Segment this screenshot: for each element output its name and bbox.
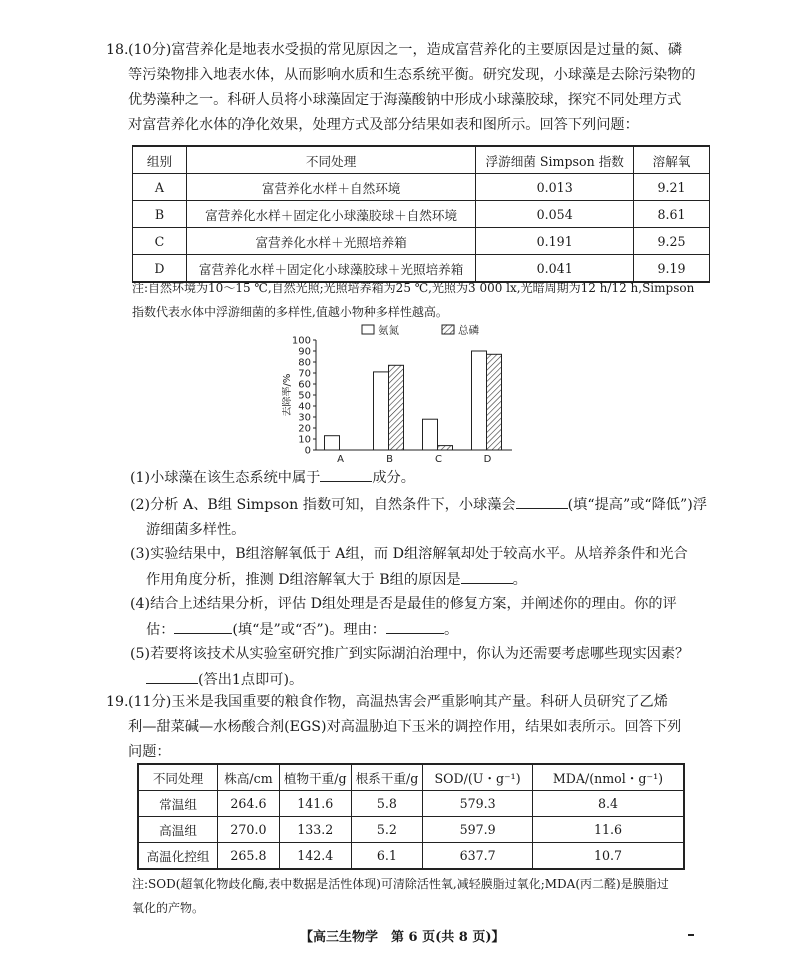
q18-sub5	[130, 642, 710, 693]
table-cell: 0.041	[476, 255, 634, 283]
q19-line-3: 问题：	[128, 744, 171, 760]
table-cell: 597.9	[423, 817, 533, 843]
table-cell: A	[133, 174, 187, 201]
bar-氨氮-B	[374, 372, 389, 450]
table-header-cell: 根系干重/g	[351, 764, 423, 791]
chart-bars	[325, 351, 502, 450]
y-tick-label: 100	[291, 335, 311, 347]
answer-blank[interactable]	[320, 465, 372, 482]
table-row	[138, 791, 684, 817]
table-cell: 5.2	[351, 817, 423, 843]
q18-table	[132, 145, 710, 283]
table-cell: 8.61	[634, 201, 710, 228]
q-text: (3)实验结果中，B组溶解氧低于 A组，而 D组溶解氧却处于较高水平。从培养条件和光合	[130, 546, 688, 562]
table-cell: 579.3	[423, 791, 533, 817]
q-text: (2)分析 A、B组 Simpson 指数可知，自然条件下，小球藻会	[130, 497, 516, 513]
q-text: 作用角度分析，推测 D组溶解氧大于 B组的原因是	[146, 572, 461, 588]
table-cell: D	[133, 255, 187, 283]
table-header-row	[138, 764, 684, 791]
bar-氨氮-D	[472, 351, 487, 450]
q19-stem	[106, 690, 706, 765]
table-cell: 高温组	[138, 817, 218, 843]
bar-总磷-D	[487, 354, 502, 450]
table-cell: 637.7	[423, 843, 533, 870]
q-text: 成分。	[372, 470, 415, 486]
q19-line-2: 利—甜菜碱—水杨酸合剂(EGS)对高温胁迫下玉米的调控作用，结果如表所示。回答下列	[128, 719, 682, 735]
bar-总磷-B	[389, 365, 404, 450]
q18-sub1	[130, 465, 710, 491]
table-cell: 141.6	[279, 791, 351, 817]
table-cell: 0.013	[476, 174, 634, 201]
table-header-cell: 不同处理	[138, 764, 218, 791]
legend-label: 总磷	[458, 324, 479, 337]
table-header-cell: 溶解氧	[634, 146, 710, 174]
legend-swatch	[362, 325, 374, 334]
table-header-cell: 不同处理	[186, 146, 475, 174]
q18-number: 18.	[106, 42, 129, 58]
y-tick-label: 90	[298, 346, 311, 358]
y-tick-label: 60	[298, 379, 311, 391]
q19-note	[132, 872, 712, 920]
table-cell: 8.4	[532, 791, 684, 817]
y-tick-label: 50	[298, 390, 311, 402]
table-cell: 9.21	[634, 174, 710, 201]
legend-swatch	[442, 325, 454, 334]
table-cell: 0.191	[476, 228, 634, 255]
table-cell: 富营养化水样＋光照培养箱	[186, 228, 475, 255]
q18-sub4	[130, 592, 710, 643]
scan-mark	[688, 934, 694, 936]
q18-line-2: 等污染物排入地表水体，从而影响水质和生态系统平衡。研究发现，小球藻是去除污染物的	[128, 67, 696, 83]
note-line: 指数代表水体中浮游细菌的多样性,值越小物种多样性越高。	[132, 305, 448, 319]
table-header-cell: 浮游细菌 Simpson 指数	[476, 146, 634, 174]
q-text: 。	[512, 572, 527, 588]
table-row	[133, 201, 710, 228]
q18-sub2	[130, 492, 710, 543]
bar-氨氮-A	[325, 436, 340, 450]
q-text: 。	[443, 622, 459, 638]
q-text: (答出1点即可)。	[198, 672, 304, 688]
table-cell: C	[133, 228, 187, 255]
q19-table	[137, 763, 685, 870]
table-header-cell: 植物干重/g	[279, 764, 351, 791]
table-cell: 9.25	[634, 228, 710, 255]
table-cell: 142.4	[279, 843, 351, 870]
table-cell: 9.19	[634, 255, 710, 283]
q-text: (填“是”或“否”)。理由：	[232, 622, 386, 638]
removal-rate-chart	[282, 320, 532, 464]
answer-blank[interactable]	[174, 617, 232, 634]
table-header-row	[133, 146, 710, 174]
y-tick-label: 40	[298, 401, 311, 413]
x-tick-label: A	[337, 454, 344, 464]
table-cell: 6.1	[351, 843, 423, 870]
table-header-cell: 株高/cm	[218, 764, 280, 791]
table-cell: 265.8	[218, 843, 280, 870]
y-tick-label: 10	[298, 434, 311, 446]
q-text: (5)若要将该技术从实验室研究推广到实际湖泊治理中，你认为还需要考虑哪些现实因素？	[130, 646, 690, 662]
q-text: 估：	[146, 622, 175, 638]
page-footer: 【高三生物学 第 6 页(共 8 页)】	[300, 930, 505, 945]
y-tick-label: 20	[298, 423, 311, 435]
legend-label: 氨氮	[378, 324, 399, 337]
table-header-cell: 组别	[133, 146, 187, 174]
q18-stem	[106, 38, 706, 138]
q-text: 游细菌多样性。	[146, 522, 246, 538]
q18-line-4: 对富营养化水体的净化效果，处理方式及部分结果如表和图所示。回答下列问题：	[128, 117, 639, 133]
y-tick-label: 0	[304, 445, 311, 457]
table-cell: 133.2	[279, 817, 351, 843]
table-row	[133, 174, 710, 201]
table-cell: 11.6	[532, 817, 684, 843]
table-cell: 富营养化水样＋固定化小球藻胶球＋自然环境	[186, 201, 475, 228]
note-line: 氧化的产物。	[132, 901, 205, 915]
x-tick-label: D	[483, 454, 492, 464]
note-line: 注:SOD(超氧化物歧化酶,表中数据是活性体现)可清除活性氧,减轻膜脂过氧化;MDA(丙二醛)是膜脂过	[132, 877, 669, 891]
table-row	[138, 817, 684, 843]
q19-line-1: (11分)玉米是我国重要的粮食作物，高温热害会严重影响其产量。科研人员研究了乙烯	[128, 694, 668, 710]
x-tick-label: B	[386, 454, 393, 464]
answer-blank[interactable]	[386, 617, 444, 634]
table-cell: 5.8	[351, 791, 423, 817]
answer-blank[interactable]	[461, 567, 513, 584]
table-row	[133, 228, 710, 255]
chart-legend	[362, 324, 479, 337]
table-cell: 10.7	[532, 843, 684, 870]
table-row	[138, 843, 684, 870]
q18-line-3: 优势藻种之一。科研人员将小球藻固定于海藻酸钠中形成小球藻胶球，探究不同处理方式	[128, 92, 682, 108]
table-cell: 高温化控组	[138, 843, 218, 870]
answer-blank[interactable]	[516, 492, 568, 509]
table-cell: 0.054	[476, 201, 634, 228]
table-cell: 富营养化水样＋固定化小球藻胶球＋光照培养箱	[186, 255, 475, 283]
q-text: (4)结合上述结果分析，评估 D组处理是否是最佳的修复方案，并阐述你的理由。你的评	[130, 596, 677, 612]
q18-note	[132, 276, 712, 324]
q-text: (填“提高”或“降低”)浮	[567, 497, 708, 513]
x-tick-label: C	[435, 454, 442, 464]
y-tick-label: 70	[298, 368, 311, 380]
q18-line-1: (10分)富营养化是地表水受损的常见原因之一，造成富营养化的主要原因是过量的氮、磷	[128, 42, 683, 58]
bar-氨氮-C	[423, 419, 438, 450]
note-line: 注:自然环境为10～15 ℃,自然光照;光照培养箱为25 ℃,光照为3 000 lx,光暗周期为12 h/12 h,Simpson	[132, 281, 695, 295]
table-cell: B	[133, 201, 187, 228]
table-cell: 270.0	[218, 817, 280, 843]
table-cell: 常温组	[138, 791, 218, 817]
table-header-cell: MDA/(nmol・g⁻¹)	[532, 764, 684, 791]
q18-sub3	[130, 542, 710, 593]
table-cell: 264.6	[218, 791, 280, 817]
answer-blank[interactable]	[146, 667, 198, 684]
y-tick-label: 80	[298, 357, 311, 369]
q19-number: 19.	[106, 694, 129, 710]
q-text: (1)小球藻在该生态系统中属于	[130, 470, 321, 486]
table-cell: 富营养化水样＋自然环境	[186, 174, 475, 201]
table-header-cell: SOD/(U・g⁻¹)	[423, 764, 533, 791]
y-tick-label: 30	[298, 412, 311, 424]
bar-总磷-C	[438, 446, 453, 450]
y-axis-label: 去除率/%	[282, 373, 293, 417]
